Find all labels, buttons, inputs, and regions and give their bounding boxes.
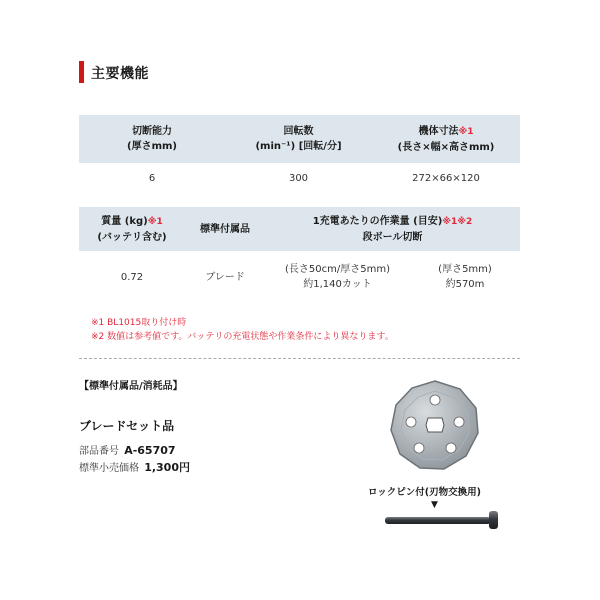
note-mark: ※1 [458, 126, 474, 137]
spec-table-row [79, 163, 520, 193]
spec-table-secondary [79, 207, 520, 303]
value-standard-accessory: ブレード [205, 271, 245, 283]
header-work-per-charge: 1充電あたりの作業量 (目安)※1※2 段ボール切断 [312, 215, 473, 243]
note-mark: ※1 [147, 216, 163, 227]
section-accent-bar [79, 61, 84, 83]
part-number: A-65707 [124, 444, 176, 457]
price-line: 標準小売価格 1,300円 [79, 461, 190, 474]
section-title: 主要機能 [91, 66, 149, 82]
lock-pin-icon [383, 508, 503, 532]
spec-table-header [79, 207, 520, 251]
header-rotation-speed: 回転数 (min⁻¹) [回転/分] [255, 126, 342, 152]
value-weight: 0.72 [120, 271, 144, 283]
spec-table-main [79, 115, 520, 193]
value-rotation-speed: 300 [288, 172, 309, 184]
part-number-line: 部品番号 A-65707 [79, 444, 176, 457]
arrow-down-icon: ▼ [431, 500, 438, 510]
accessory-name: ブレードセット品 [79, 419, 175, 433]
section-divider [79, 358, 520, 359]
accessories-heading: 【標準付属品/消耗品】 [79, 381, 183, 392]
header-weight: 質量 (kg)※1 (バッテリ含む) [97, 215, 167, 243]
spec-table-header [79, 115, 520, 163]
footnote-2: ※2 数値は参考値です。バッテリの充電状態や作業条件により異なります。 [91, 332, 394, 342]
value-cutting-capacity: 6 [148, 172, 156, 184]
header-dimensions: 機体寸法※1 (長さ×幅×高さmm) [397, 125, 495, 153]
note-mark: ※1※2 [442, 216, 473, 227]
blade-icon [388, 378, 482, 472]
footnotes [91, 316, 394, 344]
header-cutting-capacity: 切断能力 (厚さmm) [127, 126, 177, 152]
value-dimensions: 272×66×120 [412, 172, 480, 184]
value-work-length: (厚さ5mm) 約570m [438, 264, 492, 290]
price: 1,300円 [144, 461, 190, 474]
footnote-1: ※1 BL1015取り付け時 [91, 318, 187, 328]
value-work-count: (長さ50cm/厚さ5mm) 約1,140カット [285, 264, 390, 290]
header-standard-accessory: 標準付属品 [200, 223, 250, 235]
lock-pin-label: ロックピン付(刃物交換用) [368, 487, 481, 498]
spec-table-row [79, 251, 520, 303]
